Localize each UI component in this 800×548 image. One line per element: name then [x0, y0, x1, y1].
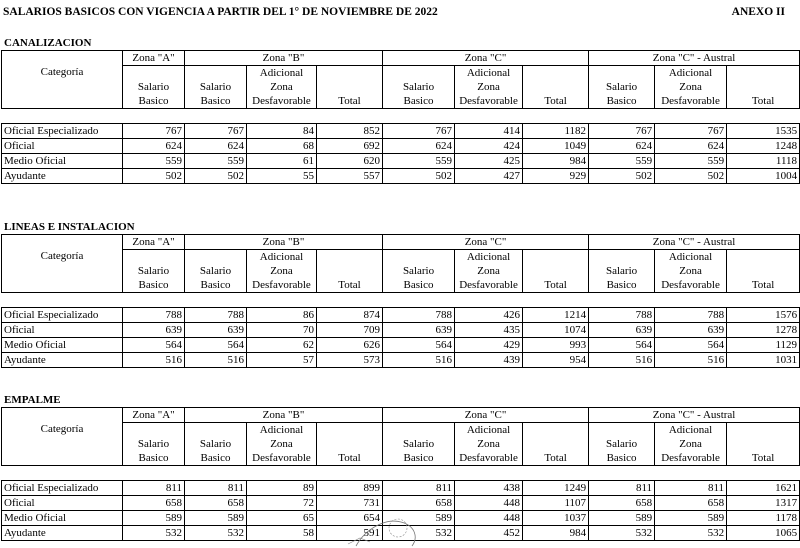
value-cell-b-adic: 86: [247, 308, 317, 323]
value-cell-c-total: 1107: [523, 496, 589, 511]
category-cell: Oficial Especializado: [2, 481, 123, 496]
header-row-zones: [2, 408, 800, 423]
column-header-adicional-3: Desfavorable: [655, 94, 727, 109]
value-cell-a: 788: [123, 308, 185, 323]
column-header-total: Total: [523, 94, 589, 109]
column-header-blank: [589, 66, 655, 81]
value-cell-c-sal: 788: [383, 308, 455, 323]
category-cell: Ayudante: [2, 169, 123, 184]
column-header-salario-1: Salario: [185, 80, 247, 94]
value-cell-b-total: 654: [317, 511, 383, 526]
value-cell-c-adic: 414: [455, 124, 523, 139]
section-title: LINEAS E INSTALACION: [4, 221, 135, 233]
zone-c-header: Zona "C": [383, 235, 589, 250]
column-header-blank: [383, 66, 455, 81]
value-cell-b-adic: 70: [247, 323, 317, 338]
column-header-salario-1: Salario: [589, 264, 655, 278]
value-cell-ca-sal: 502: [589, 169, 655, 184]
value-cell-b-sal: 767: [185, 124, 247, 139]
category-cell: Oficial Especializado: [2, 308, 123, 323]
value-cell-c-sal: 559: [383, 154, 455, 169]
value-cell-b-total: 626: [317, 338, 383, 353]
value-cell-ca-adic: 639: [655, 323, 727, 338]
category-header: Categoría: [2, 51, 123, 109]
value-cell-b-sal: 589: [185, 511, 247, 526]
column-header-adicional-3: Desfavorable: [247, 94, 317, 109]
value-cell-b-total: 709: [317, 323, 383, 338]
column-header-salario-1: Salario: [589, 437, 655, 451]
column-header-adicional-1: Adicional: [655, 66, 727, 81]
value-cell-c-sal: 589: [383, 511, 455, 526]
value-cell-b-sal: 559: [185, 154, 247, 169]
document-title: SALARIOS BASICOS CON VIGENCIA A PARTIR DEL 1° DE NOVIEMBRE DE 2022: [3, 6, 438, 18]
column-header-adicional-2: Zona: [655, 80, 727, 94]
column-header-blank: [123, 250, 185, 265]
column-header-blank: [589, 250, 655, 265]
value-cell-a: 624: [123, 139, 185, 154]
column-header-total: Total: [317, 278, 383, 293]
value-cell-c-adic: 448: [455, 496, 523, 511]
value-cell-b-sal: 532: [185, 526, 247, 541]
column-header-salario-2: Basico: [185, 451, 247, 466]
column-header-blank: [383, 250, 455, 265]
value-cell-ca-sal: 589: [589, 511, 655, 526]
value-cell-b-total: 620: [317, 154, 383, 169]
value-cell-ca-adic: 559: [655, 154, 727, 169]
column-header-total: Total: [727, 451, 800, 466]
value-cell-b-total: 692: [317, 139, 383, 154]
value-cell-c-sal: 658: [383, 496, 455, 511]
value-cell-c-adic: 425: [455, 154, 523, 169]
column-header-blank: [523, 264, 589, 278]
value-cell-b-adic: 84: [247, 124, 317, 139]
column-header-blank: [523, 423, 589, 438]
zone-b-header: Zona "B": [185, 51, 383, 66]
column-header-blank: [727, 423, 800, 438]
value-cell-b-total: 573: [317, 353, 383, 368]
value-cell-c-sal: 564: [383, 338, 455, 353]
value-cell-c-total: 1049: [523, 139, 589, 154]
value-cell-b-sal: 516: [185, 353, 247, 368]
table-row: [2, 481, 800, 496]
value-cell-ca-total: 1004: [727, 169, 800, 184]
category-cell: Medio Oficial: [2, 511, 123, 526]
value-cell-ca-total: 1576: [727, 308, 800, 323]
column-header-salario-2: Basico: [383, 278, 455, 293]
column-header-salario-2: Basico: [589, 278, 655, 293]
value-cell-c-total: 929: [523, 169, 589, 184]
zone-c-header: Zona "C": [383, 408, 589, 423]
column-header-adicional-1: Adicional: [455, 423, 523, 438]
zone-b-header: Zona "B": [185, 235, 383, 250]
value-cell-ca-sal: 639: [589, 323, 655, 338]
value-cell-c-sal: 532: [383, 526, 455, 541]
value-cell-b-sal: 564: [185, 338, 247, 353]
column-header-adicional-2: Zona: [247, 437, 317, 451]
value-cell-b-sal: 502: [185, 169, 247, 184]
value-cell-b-adic: 62: [247, 338, 317, 353]
column-header-blank: [589, 423, 655, 438]
annex-label: ANEXO II: [731, 6, 785, 18]
column-header-adicional-2: Zona: [655, 437, 727, 451]
value-cell-c-adic: 435: [455, 323, 523, 338]
value-cell-c-adic: 452: [455, 526, 523, 541]
column-header-blank: [523, 66, 589, 81]
value-cell-a: 658: [123, 496, 185, 511]
column-header-adicional-1: Adicional: [455, 66, 523, 81]
column-header-salario-1: Salario: [123, 437, 185, 451]
value-cell-c-adic: 438: [455, 481, 523, 496]
column-header-adicional-2: Zona: [455, 264, 523, 278]
value-cell-c-adic: 429: [455, 338, 523, 353]
zone-a-header: Zona "A": [123, 51, 185, 66]
value-cell-c-adic: 448: [455, 511, 523, 526]
zone-c-austral-header: Zona "C" - Austral: [589, 51, 800, 66]
category-cell: Medio Oficial: [2, 154, 123, 169]
value-cell-b-total: 731: [317, 496, 383, 511]
spacer-cell: [2, 293, 800, 308]
column-header-adicional-2: Zona: [247, 80, 317, 94]
zone-b-header: Zona "B": [185, 408, 383, 423]
column-header-adicional-1: Adicional: [247, 66, 317, 81]
column-header-adicional-2: Zona: [455, 80, 523, 94]
spacer-row: [2, 293, 800, 308]
column-header-adicional-3: Desfavorable: [455, 278, 523, 293]
zone-c-austral-header: Zona "C" - Austral: [589, 235, 800, 250]
spacer-row: [2, 109, 800, 124]
value-cell-b-total: 899: [317, 481, 383, 496]
category-cell: Ayudante: [2, 526, 123, 541]
value-cell-ca-sal: 624: [589, 139, 655, 154]
category-cell: Oficial: [2, 496, 123, 511]
column-header-adicional-3: Desfavorable: [655, 451, 727, 466]
value-cell-b-sal: 639: [185, 323, 247, 338]
value-cell-ca-adic: 624: [655, 139, 727, 154]
value-cell-a: 639: [123, 323, 185, 338]
column-header-adicional-1: Adicional: [455, 250, 523, 265]
column-header-adicional-1: Adicional: [247, 423, 317, 438]
zone-a-header: Zona "A": [123, 408, 185, 423]
column-header-adicional-2: Zona: [247, 264, 317, 278]
value-cell-c-sal: 811: [383, 481, 455, 496]
value-cell-a: 532: [123, 526, 185, 541]
value-cell-c-total: 954: [523, 353, 589, 368]
value-cell-ca-total: 1178: [727, 511, 800, 526]
column-header-adicional-1: Adicional: [655, 250, 727, 265]
value-cell-b-adic: 65: [247, 511, 317, 526]
section-title: EMPALME: [4, 394, 61, 406]
value-cell-ca-sal: 559: [589, 154, 655, 169]
column-header-blank: [523, 250, 589, 265]
stamp-mark: [346, 508, 426, 548]
column-header-salario-1: Salario: [383, 264, 455, 278]
value-cell-b-total: 591: [317, 526, 383, 541]
column-header-salario-2: Basico: [383, 451, 455, 466]
spacer-cell: [2, 109, 800, 124]
column-header-total: Total: [317, 451, 383, 466]
column-header-blank: [185, 66, 247, 81]
column-header-blank: [727, 66, 800, 81]
column-header-total: Total: [317, 94, 383, 109]
value-cell-ca-sal: 516: [589, 353, 655, 368]
zone-a-header: Zona "A": [123, 235, 185, 250]
category-cell: Oficial: [2, 139, 123, 154]
column-header-salario-1: Salario: [123, 80, 185, 94]
value-cell-a: 767: [123, 124, 185, 139]
column-header-blank: [317, 80, 383, 94]
column-header-blank: [523, 437, 589, 451]
salary-table: [1, 50, 800, 184]
value-cell-c-total: 984: [523, 154, 589, 169]
zone-c-header: Zona "C": [383, 51, 589, 66]
table-row: [2, 124, 800, 139]
value-cell-c-total: 1249: [523, 481, 589, 496]
column-header-blank: [185, 423, 247, 438]
value-cell-b-sal: 658: [185, 496, 247, 511]
value-cell-c-total: 1214: [523, 308, 589, 323]
spacer-row: [2, 466, 800, 481]
value-cell-b-sal: 624: [185, 139, 247, 154]
value-cell-ca-adic: 516: [655, 353, 727, 368]
value-cell-b-adic: 68: [247, 139, 317, 154]
value-cell-ca-total: 1129: [727, 338, 800, 353]
value-cell-b-adic: 72: [247, 496, 317, 511]
column-header-blank: [317, 437, 383, 451]
value-cell-c-sal: 639: [383, 323, 455, 338]
value-cell-b-total: 852: [317, 124, 383, 139]
column-header-adicional-1: Adicional: [247, 250, 317, 265]
value-cell-a: 811: [123, 481, 185, 496]
value-cell-ca-adic: 788: [655, 308, 727, 323]
zone-c-austral-header: Zona "C" - Austral: [589, 408, 800, 423]
value-cell-ca-total: 1535: [727, 124, 800, 139]
header-row-zones: [2, 235, 800, 250]
table-row: [2, 308, 800, 323]
value-cell-c-sal: 502: [383, 169, 455, 184]
column-header-salario-1: Salario: [589, 80, 655, 94]
value-cell-b-total: 557: [317, 169, 383, 184]
value-cell-ca-adic: 658: [655, 496, 727, 511]
column-header-adicional-3: Desfavorable: [247, 451, 317, 466]
value-cell-ca-sal: 532: [589, 526, 655, 541]
column-header-salario-2: Basico: [383, 94, 455, 109]
value-cell-ca-adic: 767: [655, 124, 727, 139]
value-cell-c-total: 1074: [523, 323, 589, 338]
column-header-adicional-3: Desfavorable: [455, 451, 523, 466]
column-header-adicional-3: Desfavorable: [247, 278, 317, 293]
column-header-blank: [523, 80, 589, 94]
column-header-blank: [123, 66, 185, 81]
value-cell-c-adic: 427: [455, 169, 523, 184]
value-cell-a: 502: [123, 169, 185, 184]
table-row: [2, 139, 800, 154]
column-header-salario-2: Basico: [185, 278, 247, 293]
value-cell-b-total: 874: [317, 308, 383, 323]
value-cell-c-total: 1037: [523, 511, 589, 526]
column-header-salario-1: Salario: [123, 264, 185, 278]
table-row: [2, 353, 800, 368]
column-header-salario-2: Basico: [123, 451, 185, 466]
value-cell-ca-sal: 788: [589, 308, 655, 323]
value-cell-ca-adic: 811: [655, 481, 727, 496]
value-cell-ca-adic: 589: [655, 511, 727, 526]
column-header-salario-2: Basico: [123, 94, 185, 109]
value-cell-ca-total: 1248: [727, 139, 800, 154]
column-header-total: Total: [727, 94, 800, 109]
column-header-salario-1: Salario: [383, 80, 455, 94]
value-cell-a: 559: [123, 154, 185, 169]
value-cell-c-adic: 439: [455, 353, 523, 368]
value-cell-ca-total: 1065: [727, 526, 800, 541]
value-cell-c-total: 993: [523, 338, 589, 353]
column-header-adicional-2: Zona: [455, 437, 523, 451]
column-header-adicional-2: Zona: [655, 264, 727, 278]
category-header: Categoría: [2, 235, 123, 293]
column-header-salario-1: Salario: [383, 437, 455, 451]
column-header-blank: [727, 250, 800, 265]
value-cell-ca-sal: 658: [589, 496, 655, 511]
value-cell-b-sal: 788: [185, 308, 247, 323]
category-cell: Oficial: [2, 323, 123, 338]
value-cell-ca-sal: 767: [589, 124, 655, 139]
table-row: [2, 154, 800, 169]
spacer-cell: [2, 466, 800, 481]
value-cell-c-sal: 624: [383, 139, 455, 154]
value-cell-ca-adic: 502: [655, 169, 727, 184]
value-cell-c-total: 984: [523, 526, 589, 541]
column-header-total: Total: [727, 278, 800, 293]
value-cell-ca-total: 1621: [727, 481, 800, 496]
category-header: Categoría: [2, 408, 123, 466]
column-header-salario-2: Basico: [185, 94, 247, 109]
header-row-zones: [2, 51, 800, 66]
value-cell-c-sal: 767: [383, 124, 455, 139]
column-header-adicional-1: Adicional: [655, 423, 727, 438]
column-header-total: Total: [523, 278, 589, 293]
column-header-blank: [727, 264, 800, 278]
value-cell-c-adic: 426: [455, 308, 523, 323]
value-cell-a: 589: [123, 511, 185, 526]
value-cell-ca-sal: 811: [589, 481, 655, 496]
table-row: [2, 323, 800, 338]
value-cell-ca-total: 1031: [727, 353, 800, 368]
column-header-blank: [727, 80, 800, 94]
value-cell-b-adic: 89: [247, 481, 317, 496]
column-header-total: Total: [523, 451, 589, 466]
value-cell-c-total: 1182: [523, 124, 589, 139]
value-cell-a: 564: [123, 338, 185, 353]
table-row: [2, 169, 800, 184]
column-header-salario-2: Basico: [589, 94, 655, 109]
category-cell: Medio Oficial: [2, 338, 123, 353]
column-header-salario-1: Salario: [185, 437, 247, 451]
value-cell-b-adic: 58: [247, 526, 317, 541]
value-cell-ca-adic: 564: [655, 338, 727, 353]
value-cell-b-adic: 57: [247, 353, 317, 368]
value-cell-ca-sal: 564: [589, 338, 655, 353]
table-row: [2, 338, 800, 353]
column-header-blank: [317, 423, 383, 438]
column-header-adicional-3: Desfavorable: [655, 278, 727, 293]
column-header-blank: [185, 250, 247, 265]
section-title: CANALIZACION: [4, 37, 92, 49]
value-cell-b-adic: 61: [247, 154, 317, 169]
value-cell-ca-total: 1278: [727, 323, 800, 338]
value-cell-a: 516: [123, 353, 185, 368]
column-header-blank: [383, 423, 455, 438]
column-header-adicional-3: Desfavorable: [455, 94, 523, 109]
column-header-salario-2: Basico: [589, 451, 655, 466]
value-cell-b-adic: 55: [247, 169, 317, 184]
page-header: [3, 6, 793, 22]
category-cell: Oficial Especializado: [2, 124, 123, 139]
column-header-salario-1: Salario: [185, 264, 247, 278]
value-cell-ca-adic: 532: [655, 526, 727, 541]
salary-table: [1, 234, 800, 368]
value-cell-ca-total: 1317: [727, 496, 800, 511]
value-cell-b-sal: 811: [185, 481, 247, 496]
category-cell: Ayudante: [2, 353, 123, 368]
column-header-blank: [317, 66, 383, 81]
column-header-blank: [123, 423, 185, 438]
value-cell-c-sal: 516: [383, 353, 455, 368]
column-header-blank: [727, 437, 800, 451]
column-header-blank: [317, 250, 383, 265]
column-header-blank: [317, 264, 383, 278]
value-cell-ca-total: 1118: [727, 154, 800, 169]
value-cell-c-adic: 424: [455, 139, 523, 154]
column-header-salario-2: Basico: [123, 278, 185, 293]
